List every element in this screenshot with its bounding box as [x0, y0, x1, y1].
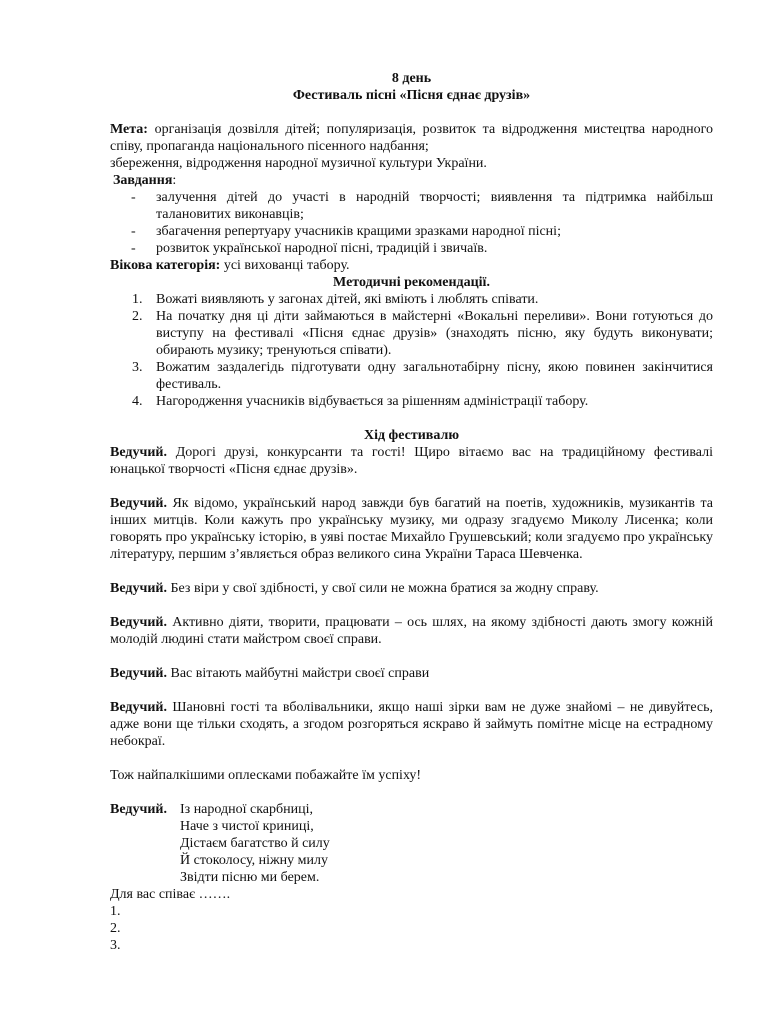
- method-item: 4. Нагородження учасників відбувається за рішенням адміністрації табору.: [132, 394, 589, 409]
- course-heading: Хід фестивалю: [363, 428, 460, 443]
- performer-list-item: 2.: [110, 921, 121, 936]
- dash-bullet: -: [131, 190, 136, 205]
- goal-text: організація дозвілля дітей; популяризація, розвиток та відродження мистецтва народного співу, пропаганда національного пісенного надбання;: [110, 122, 713, 154]
- host-paragraph: Ведучий. Активно діяти, творити, працювати – ось шлях, на якому здібності дають змогу кожній молодій людині стати майстром своєї справи.: [110, 615, 713, 647]
- method-item: 2. На початку дня ці діти займаються в майстерні «Вокальні переливи». Вони готуються до виступу на фестивалі «Пісня єднає друзів» (знаходять пісню, яку будуть виконувати; обирають музику; тренуються співати).: [132, 309, 713, 358]
- performer-list-item: 3.: [110, 938, 121, 953]
- applause-line: Тож найпалкішими оплесками побажайте їм успіху!: [110, 768, 422, 783]
- methods-heading: Методичні рекомендації.: [333, 275, 490, 290]
- task-item: - збагачення репертуару учасників кращими зразками народної пісні;: [131, 224, 561, 239]
- host-paragraph: Ведучий. Як відомо, український народ завжди був багатий на поетів, художників, музикантів та інших митців. Коли кажуть про українську музику, ми одразу згадуємо Миколу Лисенка; коли говорять про українську історію, в уяві постає Михайло Грушевський; коли згадуємо про українську літературу, першим з’являється образ великого сина України Тараса Шевченка.: [110, 496, 713, 562]
- goal-paragraph: [110, 121, 713, 155]
- item-number: 3.: [132, 360, 143, 375]
- tasks-label: Завдання: [113, 173, 173, 188]
- tasks-heading: Завдання:: [113, 173, 177, 188]
- host-label: Ведучий.: [110, 700, 167, 715]
- host-paragraph: Ведучий. Вас вітають майбутні майстри своєї справи: [110, 666, 430, 681]
- poem-first-line: [110, 801, 713, 818]
- host-label: Ведучий.: [110, 615, 167, 630]
- host-label: Ведучий.: [110, 581, 167, 596]
- festival-title: Фестиваль пісні «Пісня єднає друзів»: [292, 88, 531, 103]
- performer-intro: Для вас співає …….: [110, 887, 231, 902]
- item-number: 1.: [132, 292, 143, 307]
- poem-line: Наче з чистої криниці,: [180, 819, 314, 834]
- age-label: Вікова категорія:: [110, 258, 221, 273]
- host-label: Ведучий.: [110, 666, 167, 681]
- item-number: 2.: [132, 309, 143, 324]
- poem-line: Дістаєм багатство й силу: [180, 836, 330, 851]
- goal-label: Мета:: [110, 122, 148, 137]
- dash-bullet: -: [131, 224, 136, 239]
- host-label: Ведучий.: [110, 496, 167, 511]
- day-heading: 8 день: [391, 71, 432, 86]
- goal-text-continued: збереження, відродження народної музичної культури України.: [110, 156, 487, 171]
- host-paragraph: Ведучий. Дорогі друзі, конкурсанти та гості! Щиро вітаємо вас на традиційному фестивалі юнацької творчості «Пісня єднає друзів».: [110, 445, 713, 477]
- host-label: Ведучий.: [110, 802, 167, 817]
- poem-line: Й стоколосу, ніжну милу: [180, 853, 329, 868]
- host-label: Ведучий.: [110, 445, 167, 460]
- performer-list-item: 1.: [110, 904, 121, 919]
- host-paragraph: Ведучий. Без віри у свої здібності, у свої сили не можна братися за жодну справу.: [110, 581, 599, 596]
- dash-bullet: -: [131, 241, 136, 256]
- poem-line: Звідти пісню ми берем.: [180, 870, 320, 885]
- method-item: 1. Вожаті виявляють у загонах дітей, які вміють і люблять співати.: [132, 292, 539, 307]
- task-item: - залучення дітей до участі в народній творчості; виявлення та підтримка найбільш талановитих виконавців;: [131, 190, 713, 222]
- age-category: Вікова категорія: усі вихованці табору.: [110, 258, 350, 273]
- host-paragraph: Ведучий. Шановні гості та вболівальники, якщо наші зірки вам не дуже знайомі – не дивуйтесь, адже вони ще тільки сходять, а згодом розгоряться яскраво й займуть помітне місце на естрадному небокраї.: [110, 700, 713, 749]
- item-number: 4.: [132, 394, 143, 409]
- document-body: [110, 70, 713, 954]
- method-item: 3. Вожатим заздалегідь підготувати одну загальнотабірну пісну, якою повинен закінчитися фестиваль.: [132, 360, 713, 392]
- task-item: - розвиток української народної пісні, традицій і звичаїв.: [131, 241, 488, 256]
- poem-line: Із народної скарбниці,: [180, 802, 314, 817]
